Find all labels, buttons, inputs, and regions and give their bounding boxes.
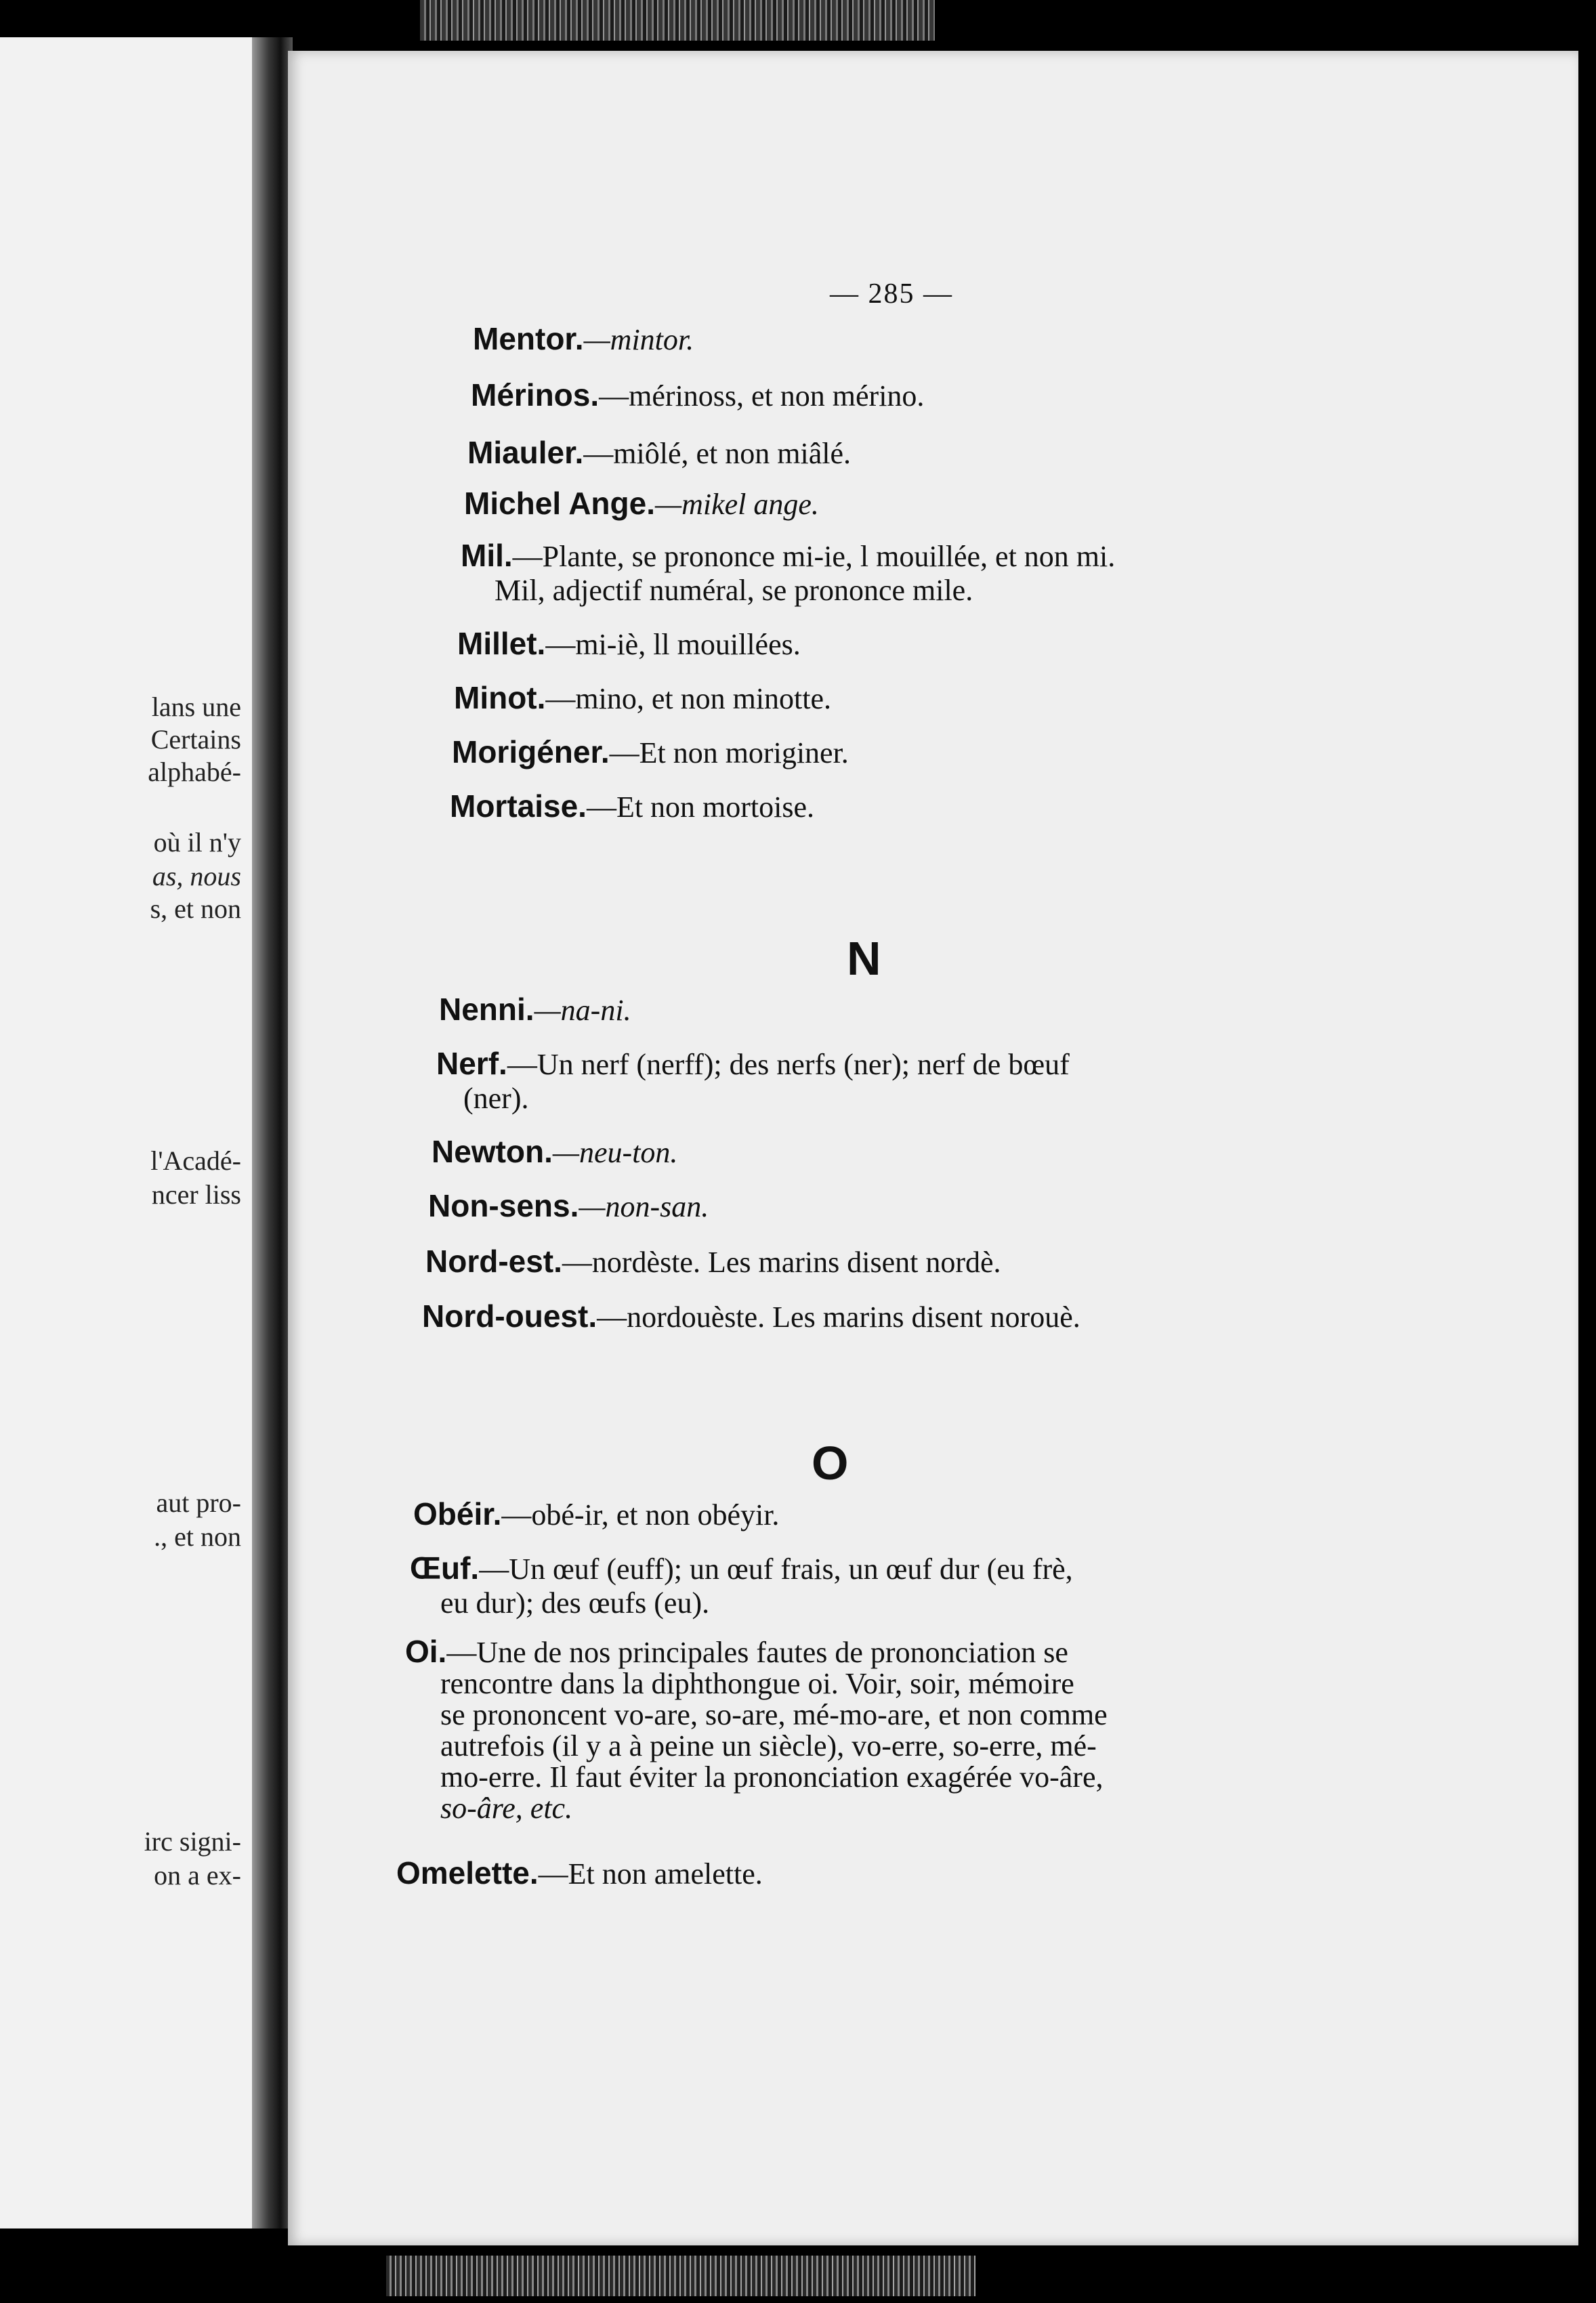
entry-obeir	[413, 1497, 779, 1532]
entry-term: Nord-ouest.	[422, 1298, 597, 1334]
entry-nenni	[439, 992, 631, 1028]
entry-definition: —nordouèste. Les marins disent norouè.	[597, 1301, 1080, 1334]
entry-minot	[454, 681, 831, 716]
entry-definition: —Un nerf (nerff); des nerfs (ner); nerf de bœuf	[507, 1048, 1070, 1081]
entry-continuation: mo-erre. Il faut éviter la prononciation exagérée vo-âre,	[440, 1760, 1104, 1794]
scan-noise-top	[420, 0, 935, 41]
left-fragment: irc signi-	[144, 1826, 241, 1857]
entry-continuation: so-âre, etc.	[440, 1792, 573, 1825]
entry-definition: —obé-ir, et non obéyir.	[501, 1498, 780, 1531]
entry-newton	[432, 1135, 677, 1170]
entry-michel-ange	[464, 486, 819, 522]
entry-continuation: Mil, adjectif numéral, se prononce mile.	[495, 574, 973, 607]
entry-continuation: rencontre dans la diphthongue oi. Voir, soir, mémoire	[440, 1667, 1074, 1700]
left-fragment: lans une	[151, 692, 241, 722]
entry-definition: —nordèste. Les marins disent nordè.	[562, 1246, 1001, 1279]
entry-omelette	[396, 1856, 763, 1891]
entry-term: Millet.	[457, 626, 546, 661]
entry-definition: —Et non mortoise.	[586, 790, 815, 824]
entry-term: Michel Ange.	[464, 486, 655, 521]
entry-millet	[457, 627, 801, 662]
entry-term: Miauler.	[467, 435, 584, 470]
entry-term: Œuf.	[410, 1550, 480, 1586]
entry-term: Mil.	[461, 538, 513, 573]
entry-definition: —Et non amelette.	[538, 1857, 763, 1890]
entry-term: Nord-est.	[425, 1244, 562, 1279]
entry-morigener	[452, 735, 849, 770]
entry-continuation: se prononcent vo-are, so-are, mé-mo-are, et non comme	[440, 1698, 1108, 1731]
entry-term: Obéir.	[413, 1496, 502, 1531]
previous-page-fragment	[0, 37, 256, 2228]
entry-mil	[461, 538, 1115, 608]
entry-definition: —Plante, se prononce mi-ie, l mouillée, et non mi.	[512, 540, 1116, 573]
entry-term: Oi.	[405, 1634, 447, 1669]
entry-term: Nerf.	[436, 1046, 507, 1081]
entry-continuation: autrefois (il y a à peine un siècle), vo-erre, so-erre, mé-	[440, 1729, 1097, 1762]
entry-continuation: eu dur); des œufs (eu).	[440, 1586, 710, 1620]
scan-noise-bottom	[386, 2256, 975, 2296]
entry-definition: —mérinoss, et non mérino.	[599, 379, 925, 413]
entry-definition: —mintor.	[583, 323, 694, 356]
entry-nord-est	[425, 1244, 1001, 1280]
entry-term: Mérinos.	[471, 377, 600, 413]
entry-definition: —mino, et non minotte.	[545, 682, 832, 715]
entry-term: Newton.	[432, 1134, 553, 1169]
entry-nord-ouest	[422, 1299, 1080, 1334]
entry-term: Minot.	[454, 680, 546, 715]
left-fragment: l'Acadé-	[150, 1145, 241, 1176]
entry-term: Nenni.	[439, 992, 534, 1027]
entry-term: Morigéner.	[452, 734, 610, 769]
entry-definition: —Une de nos principales fautes de prononciation se	[446, 1636, 1068, 1669]
entry-continuation: (ner).	[463, 1082, 529, 1115]
entry-mentor	[473, 322, 694, 357]
section-letter-n: N	[847, 932, 881, 985]
section-letter-o: O	[812, 1437, 849, 1489]
left-fragment: s, et non	[150, 893, 241, 924]
entry-definition: —neu-ton.	[552, 1136, 678, 1169]
entry-miauler	[467, 436, 851, 471]
entry-mortaise	[450, 789, 814, 824]
entry-oeuf	[410, 1551, 1073, 1620]
entry-merinos	[471, 378, 924, 413]
entry-definition: —Un œuf (euff); un œuf frais, un œuf dur (eu frè,	[479, 1552, 1073, 1586]
left-fragment: ., et non	[154, 1521, 241, 1552]
entry-definition: —Et non moriginer.	[609, 736, 849, 769]
left-fragment: ncer liss	[151, 1179, 241, 1210]
entry-term: Mentor.	[473, 321, 584, 356]
left-fragment: aut pro-	[156, 1487, 241, 1518]
book-gutter	[252, 37, 293, 2228]
entry-non-sens	[428, 1189, 709, 1224]
left-fragment: Certains	[150, 724, 241, 755]
entry-definition: —non-san.	[579, 1190, 709, 1223]
entry-nerf	[436, 1047, 1070, 1116]
entry-term: Non-sens.	[428, 1188, 579, 1223]
entry-oi	[405, 1636, 1108, 1824]
entry-definition: —miôlé, et non miâlé.	[583, 437, 851, 470]
entry-definition: —mi-iè, ll mouillées.	[545, 628, 801, 661]
left-fragment: alphabé-	[148, 757, 241, 787]
left-fragment: on a ex-	[154, 1860, 241, 1890]
left-fragment: as, nous	[152, 861, 241, 891]
entry-definition: —na-ni.	[534, 994, 631, 1027]
entry-term: Mortaise.	[450, 788, 587, 824]
page-number: — 285 —	[830, 278, 953, 310]
left-fragment: où il n'y	[153, 827, 241, 858]
entry-term: Omelette.	[396, 1855, 539, 1890]
entry-definition: —mikel ange.	[655, 488, 819, 521]
